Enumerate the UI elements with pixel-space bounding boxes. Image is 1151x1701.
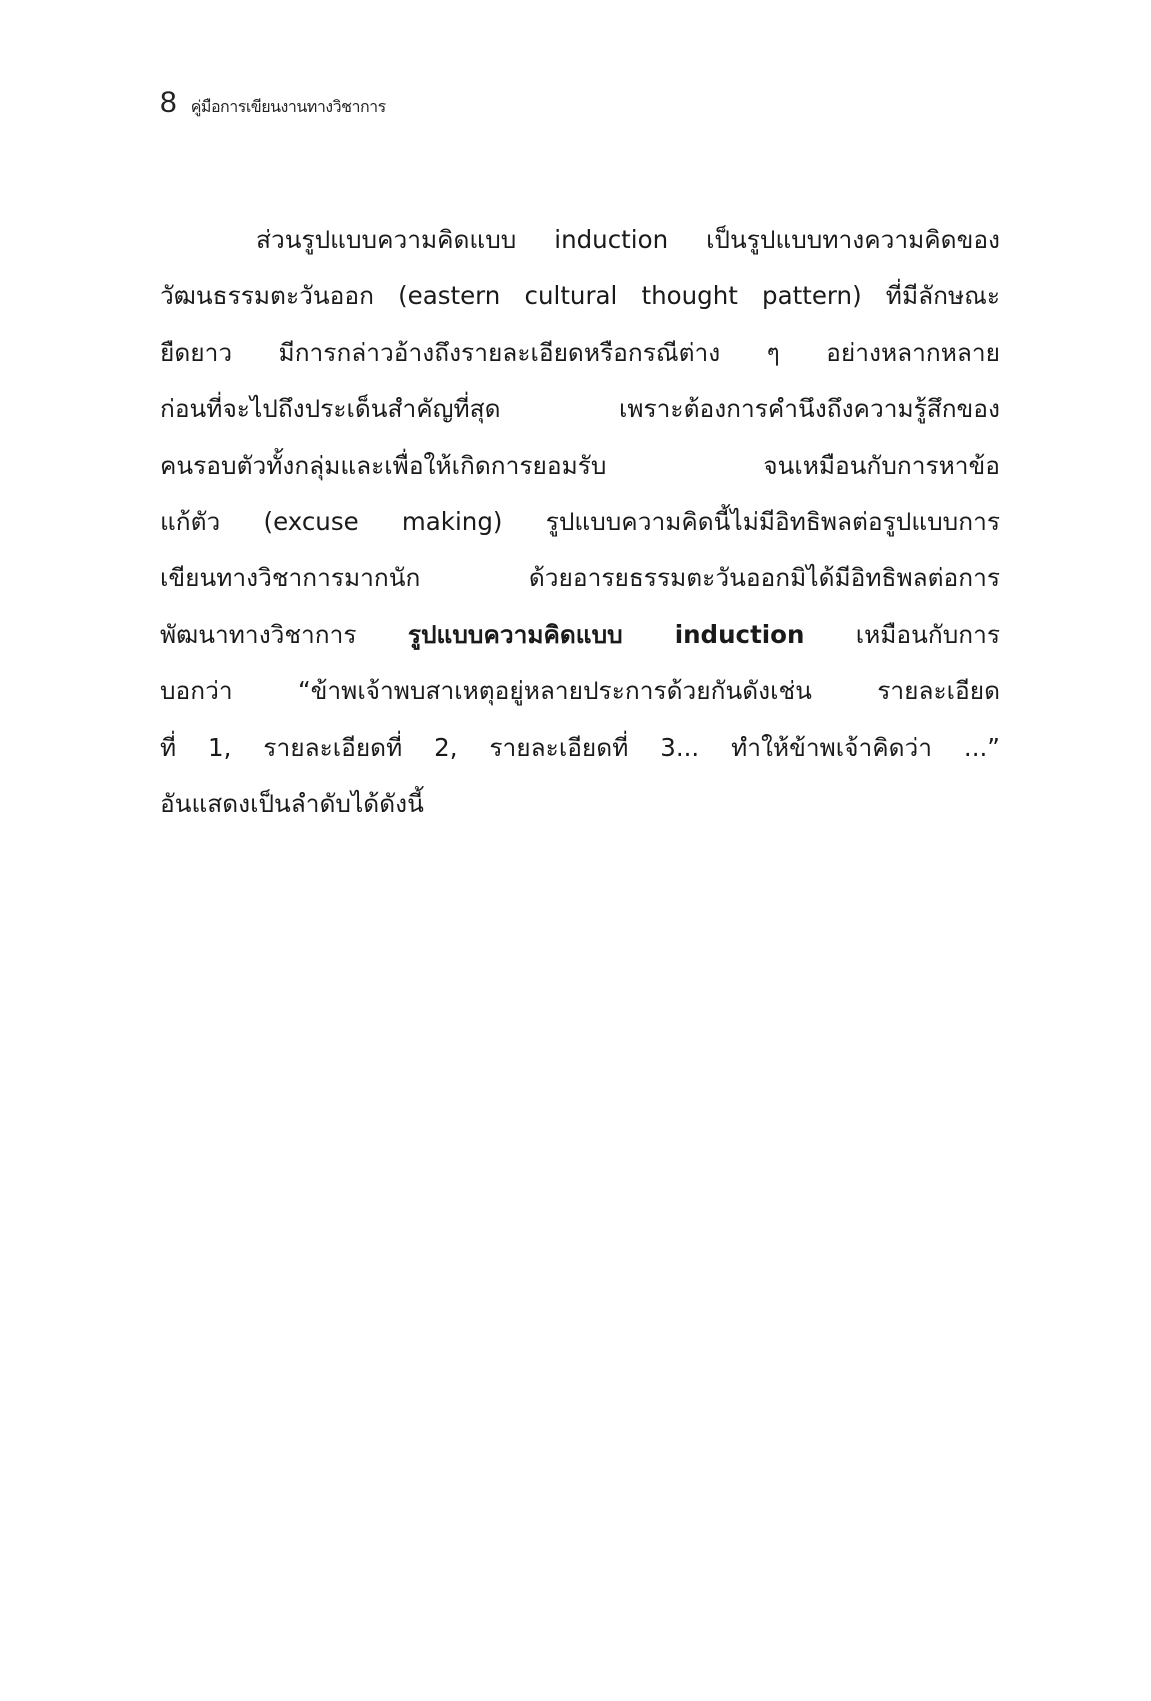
page-header (160, 86, 386, 120)
paragraph-line: อันแสดงเป็นลำดับได้ดังนี้ (160, 788, 424, 818)
paragraph-line: วัฒนธรรมตะวันออก (eastern cultural thought pattern) ที่มีลักษณะ (160, 281, 1000, 311)
page-number: 8 (160, 86, 177, 119)
paragraph-line: ก่อนที่จะไปถึงประเด็นสำคัญที่สุด เพราะต้องการคำนึงถึงความรู้สึกของ (160, 394, 1000, 424)
paragraph-line: คนรอบตัวทั้งกลุ่มและเพื่อให้เกิดการยอมรับ จนเหมือนกับการหาข้อ (160, 450, 1000, 480)
line-text: เหมือนกับการ (804, 619, 1001, 649)
paragraph-line: บอกว่า “ข้าพเจ้าพบสาเหตุอยู่หลายประการด้วยกันดังเช่น รายละเอียด (160, 676, 1000, 706)
paragraph-line: เขียนทางวิชาการมากนัก ด้วยอารยธรรมตะวันออกมิได้มีอิทธิพลต่อการ (160, 563, 1000, 593)
body-paragraph (160, 212, 1000, 832)
emphasis-text: รูปแบบความคิดแบบ induction (407, 619, 805, 649)
paragraph-line: แก้ตัว (excuse making) รูปแบบความคิดนี้ไม่มีอิทธิพลต่อรูปแบบการ (160, 506, 1000, 536)
paragraph-line-with-emphasis (160, 607, 1000, 663)
running-title: คู่มือการเขียนงานทางวิชาการ (190, 97, 386, 116)
line-text: พัฒนาทางวิชาการ (160, 619, 408, 649)
paragraph-line: ยืดยาว มีการกล่าวอ้างถึงรายละเอียดหรือกรณีต่าง ๆ อย่างหลากหลาย (160, 337, 1000, 367)
paragraph-line: ส่วนรูปแบบความคิดแบบ induction เป็นรูปแบบทางความคิดของ (256, 225, 1000, 254)
paragraph-line: ที่ 1, รายละเอียดที่ 2, รายละเอียดที่ 3... ทำให้ข้าพเจ้าคิดว่า ...” (160, 732, 1000, 762)
